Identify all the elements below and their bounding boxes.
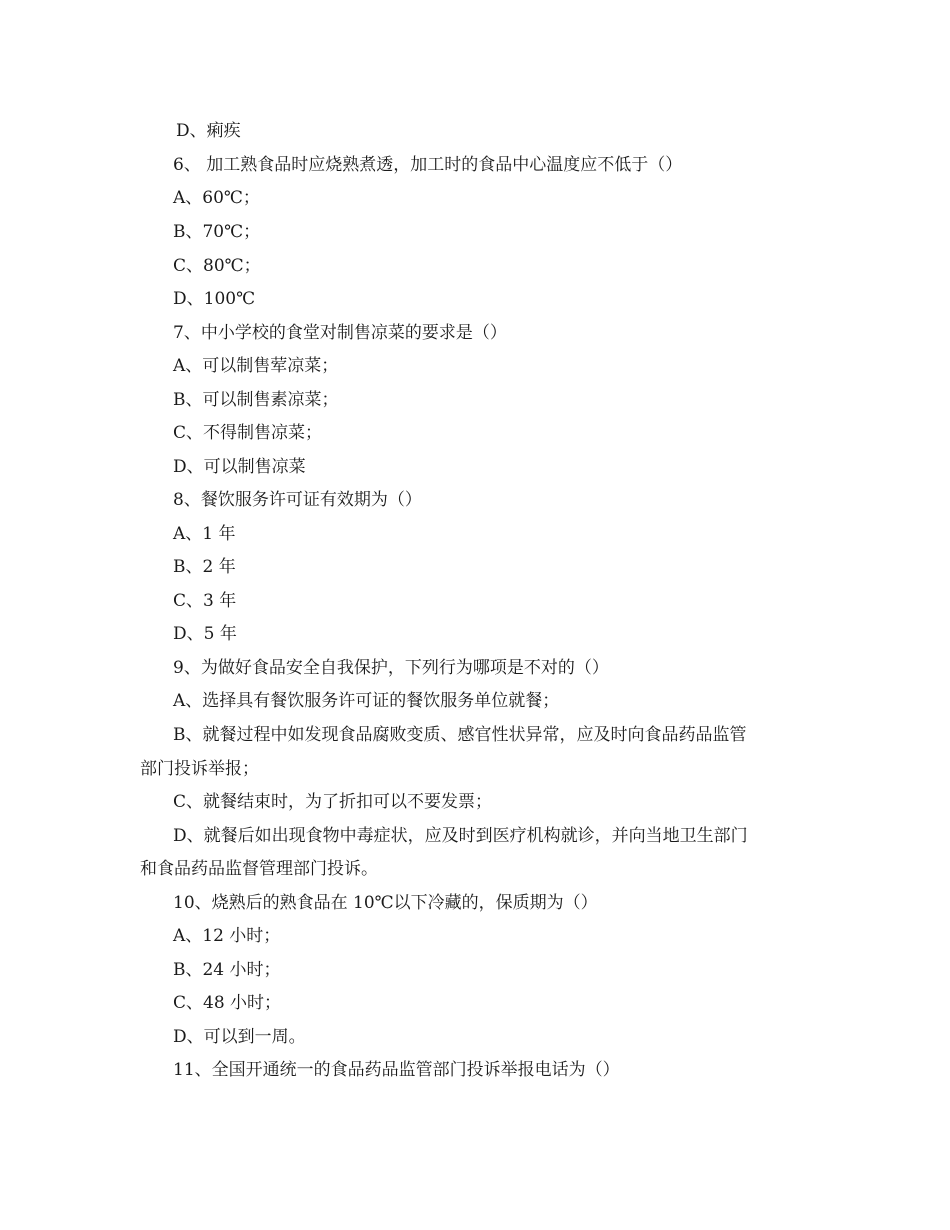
option-8-b: B、2 年 <box>173 557 236 577</box>
option-9-a: A、选择具有餐饮服务许可证的餐饮服务单位就餐； <box>173 691 560 711</box>
option-9-b-cont: 部门投诉举报； <box>140 759 259 779</box>
question-7: 7、中小学校的食堂对制售凉菜的要求是（） <box>173 323 507 343</box>
option-8-d: D、5 年 <box>173 624 237 644</box>
option-10-b: B、24 小时； <box>173 960 281 980</box>
option-6-b: B、70℃； <box>173 222 261 242</box>
option-5-d: D、痢疾 <box>176 121 241 141</box>
option-10-d: D、可以到一周。 <box>173 1027 306 1047</box>
option-9-c: C、就餐结束时，为了折扣可以不要发票； <box>173 792 493 812</box>
question-8: 8、餐饮服务许可证有效期为（） <box>173 490 422 510</box>
option-7-a: A、可以制售荤凉菜； <box>173 356 339 376</box>
option-9-b: B、就餐过程中如发现食品腐败变质、感官性状异常，应及时向食品药品监管 <box>173 725 747 745</box>
option-6-c: C、80℃； <box>173 256 261 276</box>
option-6-d: D、100℃ <box>173 289 256 309</box>
option-9-d-cont: 和食品药品监督管理部门投诉。 <box>140 859 378 879</box>
option-7-c: C、不得制售凉菜； <box>173 423 323 443</box>
question-11: 11、全国开通统一的食品药品监管部门投诉举报电话为（） <box>173 1060 620 1080</box>
question-10: 10、烧熟后的熟食品在 10℃以下冷藏的，保质期为（） <box>173 893 598 913</box>
question-6: 6、 加工熟食品时应烧熟煮透，加工时的食品中心温度应不低于（） <box>173 155 683 175</box>
option-7-d: D、可以制售凉菜 <box>173 457 306 477</box>
option-10-a: A、12 小时； <box>173 926 281 946</box>
option-9-d: D、就餐后如出现食物中毒症状，应及时到医疗机构就诊，并向当地卫生部门 <box>173 826 748 846</box>
option-6-a: A、60℃； <box>173 188 260 208</box>
option-8-a: A、1 年 <box>173 524 236 544</box>
option-7-b: B、可以制售素凉菜； <box>173 390 339 410</box>
option-10-c: C、48 小时； <box>173 993 282 1013</box>
question-9: 9、为做好食品安全自我保护，下列行为哪项是不对的（） <box>173 658 609 678</box>
option-8-c: C、3 年 <box>173 591 237 611</box>
